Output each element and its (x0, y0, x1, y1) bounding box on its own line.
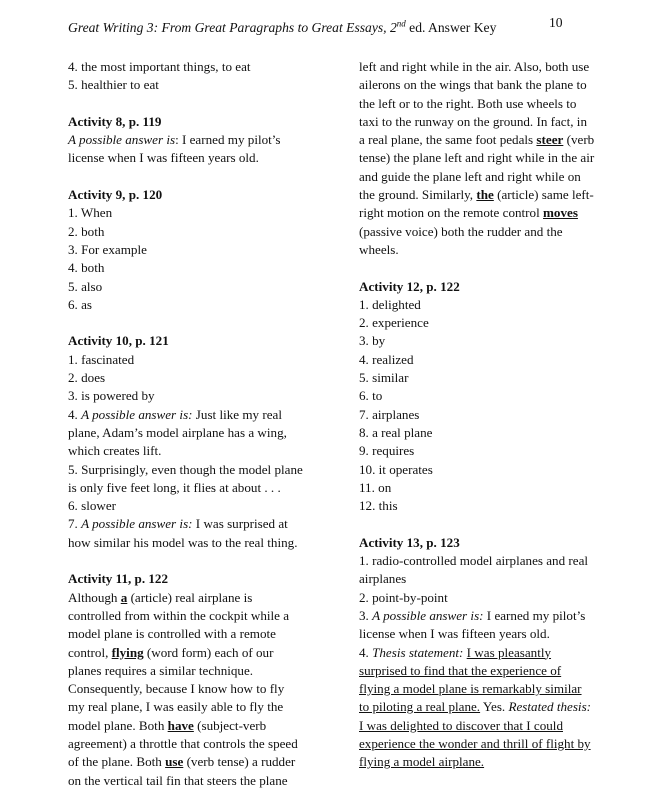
list-item: 9. requires (359, 443, 415, 459)
list-item: 6. as (68, 296, 93, 312)
page-number: 10 (549, 15, 563, 30)
list-item: 3. A possible answer is: I earned my pilot’s (359, 607, 586, 623)
paragraph-line: a real plane, the same foot pedals steer (verb (359, 132, 595, 148)
thesis-line: surprised to find that the experience of (359, 662, 562, 678)
paragraph-line: control, flying (word form) each of our (68, 644, 274, 660)
list-item: 2. point-by-point (359, 589, 448, 605)
list-item: 8. a real plane (359, 424, 433, 440)
corrected-word: steer (536, 132, 564, 148)
paragraph-line: tense) the plane left and right while in the air (359, 150, 595, 166)
list-item: 2. both (68, 223, 105, 239)
paragraph-line: Consequently, because I know how to fly (68, 681, 285, 697)
list-item: license when I was fifteen years old. (68, 150, 259, 166)
list-item: 1. fascinated (68, 351, 135, 367)
list-item: 3. is powered by (68, 388, 155, 404)
paragraph-line: planes requires a similar technique. (68, 662, 254, 678)
list-item: 4. Thesis statement: I was pleasantly (359, 644, 552, 660)
thesis-line: to piloting a real plane. Yes. Restated thesis: (359, 699, 592, 715)
list-item: 4. the most important things, to eat (68, 59, 251, 74)
activity-12-heading: Activity 12, p. 122 (359, 278, 460, 294)
paragraph-line: on the vertical tail fin that steers the plane (68, 772, 288, 788)
list-item: 7. A possible answer is: I was surprised at (68, 516, 288, 532)
paragraph-line: ailerons on the wings that bank the plane to (359, 77, 587, 93)
list-item: license when I was fifteen years old. (359, 626, 550, 642)
paragraph-line: left and right while in the air. Also, both use (359, 59, 590, 74)
activity-9-heading: Activity 9, p. 120 (68, 187, 163, 203)
list-item: 10. it operates (359, 461, 433, 477)
paragraph-line: wheels. (359, 241, 399, 257)
restated-thesis-line: experience the wonder and thrill of flight by (359, 735, 591, 751)
list-item: airplanes (359, 571, 407, 587)
list-item: 12. this (359, 498, 398, 514)
paragraph-line: model plane is controlled with a remote (68, 626, 276, 642)
edition-superscript: nd (396, 18, 406, 28)
right-column (359, 58, 615, 772)
corrected-word: moves (543, 205, 578, 221)
thesis-line: flying a model plane is remarkably similar (359, 681, 582, 697)
list-item: 5. also (68, 278, 103, 294)
activity-13-heading: Activity 13, p. 123 (359, 534, 460, 550)
restated-thesis-line: flying a model airplane. (359, 754, 485, 770)
paragraph-line: controlled from within the cockpit while a (68, 607, 290, 623)
paragraph-line: of the plane. Both use (verb tense) a rudder (68, 754, 296, 770)
list-item: A possible answer is: I earned my pilot’s (68, 132, 281, 148)
paragraph-line: model plane. Both have (subject-verb (68, 717, 267, 733)
restated-thesis-line: I was delighted to discover that I could (359, 717, 563, 733)
list-item: 3. by (359, 333, 386, 349)
paragraph-line: (passive voice) both the rudder and the (359, 223, 563, 239)
corrected-word: use (165, 754, 184, 770)
list-item: 5. similar (359, 370, 409, 386)
list-item: 2. experience (359, 315, 429, 331)
list-item: 6. slower (68, 498, 117, 514)
list-item: 4. realized (359, 351, 414, 367)
list-item: 1. When (68, 205, 113, 221)
list-item: plane, Adam’s model airplane has a wing, (68, 424, 287, 440)
activity-11-heading: Activity 11, p. 122 (68, 571, 169, 587)
list-item: 7. airplanes (359, 406, 420, 422)
document-title: Great Writing 3: From Great Paragraphs to Great Essays, 2nd ed. Answer Key (68, 18, 497, 35)
list-item: is only five feet long, it flies at about . . . (68, 479, 281, 495)
paragraph-line: the ground. Similarly, the (article) same left- (359, 187, 594, 203)
list-item: 3. For example (68, 241, 147, 257)
paragraph-line: taxi to the runway on the ground. In fact, in (359, 113, 587, 129)
list-item: 6. to (359, 388, 383, 404)
list-item: 1. delighted (359, 296, 421, 312)
list-item: 4. A possible answer is: Just like my real (68, 406, 282, 422)
left-column (68, 58, 330, 790)
paragraph-line: and guide the plane left and right while on (359, 168, 581, 184)
list-item: 1. radio-controlled model airplanes and real (359, 553, 589, 569)
page-header (68, 14, 628, 37)
paragraph-line: agreement) a throttle that controls the speed (68, 735, 298, 751)
paragraph-line: right motion on the remote control moves (359, 205, 578, 221)
paragraph-line: my real plane, I was easily able to fly the (68, 699, 284, 715)
corrected-word: the (476, 187, 494, 203)
activity-8-heading: Activity 8, p. 119 (68, 113, 162, 129)
list-item: 2. does (68, 370, 106, 386)
list-item: 11. on (359, 479, 392, 495)
paragraph-line: the left or to the right. Both use wheels to (359, 95, 577, 111)
list-item: 5. Surprisingly, even though the model plane (68, 461, 303, 477)
corrected-word: flying (111, 644, 144, 660)
paragraph-line: Although a (article) real airplane is (68, 589, 253, 605)
activity-10-heading: Activity 10, p. 121 (68, 333, 169, 349)
list-item: 5. healthier to eat (68, 77, 159, 93)
list-item: which creates lift. (68, 443, 162, 459)
list-item: how similar his model was to the real thing. (68, 534, 298, 550)
corrected-word: a (120, 589, 128, 605)
list-item: 4. both (68, 260, 105, 276)
corrected-word: have (167, 717, 194, 733)
